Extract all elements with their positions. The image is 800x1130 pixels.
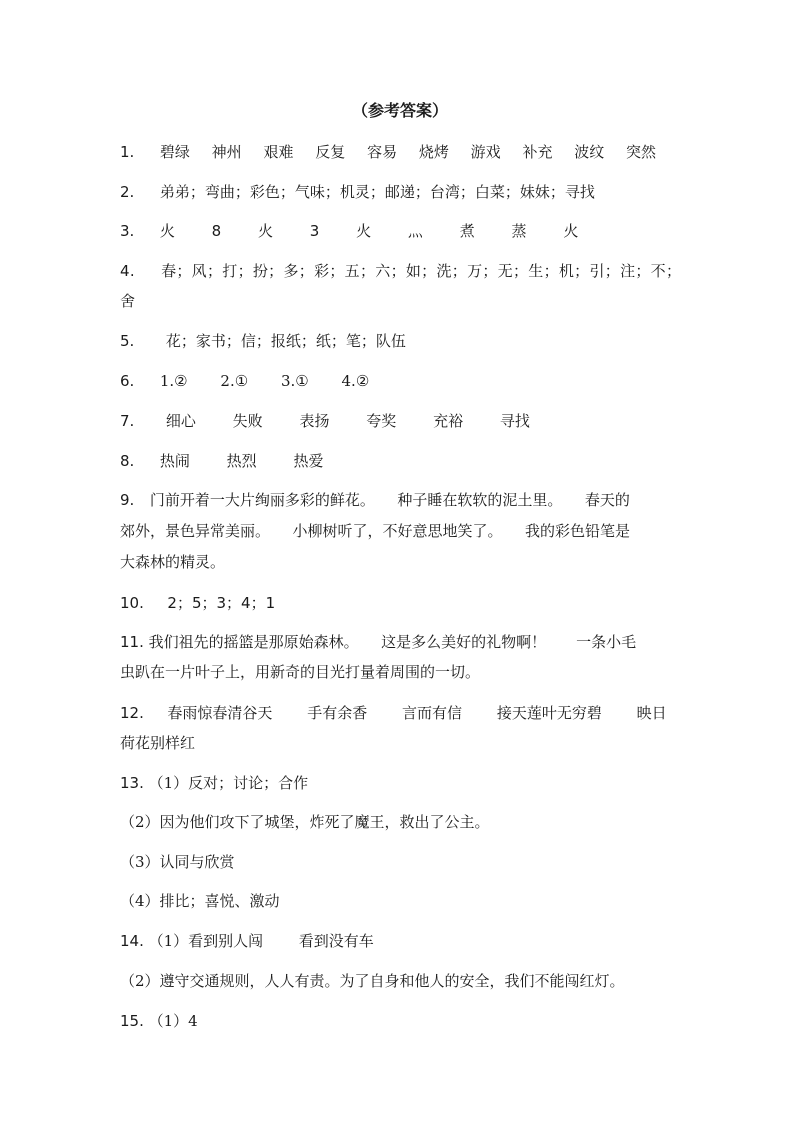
answer-13 xyxy=(120,772,308,794)
question-number: 7. xyxy=(120,412,135,430)
question-number: 4. xyxy=(120,262,135,280)
question-number: 5. xyxy=(120,332,135,350)
item: 8 xyxy=(211,222,222,240)
question-number: 3. xyxy=(120,222,135,240)
item: 火 xyxy=(563,222,579,240)
word: 热烈 xyxy=(226,452,257,470)
word: 烧烤 xyxy=(418,143,449,161)
answer-8 xyxy=(120,450,323,472)
question-number: 6. xyxy=(120,372,135,390)
word: 失败 xyxy=(232,412,263,430)
answer-11 xyxy=(120,631,636,653)
item: 灬 xyxy=(407,222,423,240)
answer-text: 看到没有车 xyxy=(298,932,374,950)
question-number: 12. xyxy=(120,704,144,722)
answer-text: 大森林的精灵。 xyxy=(120,553,226,571)
answer-5 xyxy=(120,330,406,352)
word: 手有余香 xyxy=(307,704,368,722)
word: 接天莲叶无穷碧 xyxy=(496,704,602,722)
answer-13-part4 xyxy=(120,890,280,912)
answer-14-part2 xyxy=(120,970,625,992)
answer-13-part3 xyxy=(120,851,235,873)
answer-text: 虫趴在一片叶子上，用新奇的目光打量着周围的一切。 xyxy=(120,663,481,681)
answer-text: （3）认同与欣赏 xyxy=(120,853,235,871)
word: 碧绿 xyxy=(159,143,190,161)
answer-12-continued xyxy=(120,732,195,754)
word: 神州 xyxy=(211,143,242,161)
answer-11-continued xyxy=(120,661,480,683)
item: 火 xyxy=(159,222,175,240)
page-title: （参考答案） xyxy=(351,101,448,120)
word: 补充 xyxy=(522,143,553,161)
answer-2 xyxy=(120,181,595,203)
question-number: 2. xyxy=(120,183,135,201)
answer-6 xyxy=(120,370,369,392)
answer-7 xyxy=(120,410,530,432)
item: 2.① xyxy=(220,372,249,390)
answer-text: （1）看到别人闯 xyxy=(148,932,264,950)
answer-text: 郊外，景色异常美丽。 小柳树听了，不好意思地笑了。 我的彩色铅笔是 xyxy=(120,522,631,540)
word: 反复 xyxy=(315,143,346,161)
answer-text: 2；5；3；4；1 xyxy=(167,594,276,612)
answer-text: （4）排比；喜悦、激动 xyxy=(120,892,280,910)
answer-text: 春；风；打；扮；多；彩；五；六；如；洗；万；无；生；机；引；注；不； xyxy=(161,262,682,280)
answer-text: 我们祖先的摇篮是那原始森林。 这是多么美好的礼物啊！ 一条小毛 xyxy=(148,633,637,651)
answer-9-continued xyxy=(120,551,225,573)
question-number: 10. xyxy=(120,594,144,612)
answer-text: （1）反对；讨论；合作 xyxy=(148,774,309,792)
word: 热闹 xyxy=(159,452,190,470)
word: 春雨惊春清谷天 xyxy=(167,704,273,722)
word: 细心 xyxy=(165,412,196,430)
question-number: 14. xyxy=(120,932,144,950)
answer-text: 荷花别样红 xyxy=(120,734,196,752)
answer-9-continued xyxy=(120,520,630,542)
item: 蒸 xyxy=(511,222,527,240)
item: 火 xyxy=(258,222,274,240)
word: 游戏 xyxy=(470,143,501,161)
question-number: 8. xyxy=(120,452,135,470)
word: 热爱 xyxy=(293,452,324,470)
word: 映日 xyxy=(636,704,667,722)
question-number: 1. xyxy=(120,143,135,161)
answer-3 xyxy=(120,220,578,242)
word: 艰难 xyxy=(263,143,294,161)
question-number: 13. xyxy=(120,774,144,792)
answer-10 xyxy=(120,592,275,614)
question-number: 9. xyxy=(120,491,135,509)
answer-14 xyxy=(120,930,374,952)
word: 言而有信 xyxy=(402,704,463,722)
answer-4-continued xyxy=(120,290,135,312)
answer-text: 花；家书；信；报纸；纸；笔；队伍 xyxy=(165,332,406,350)
item: 3 xyxy=(309,222,320,240)
word: 突然 xyxy=(626,143,657,161)
answer-12 xyxy=(120,702,667,724)
answer-13-part2 xyxy=(120,811,490,833)
item: 火 xyxy=(356,222,372,240)
answer-4 xyxy=(120,260,681,282)
word: 寻找 xyxy=(499,412,530,430)
item: 煮 xyxy=(459,222,475,240)
answer-15 xyxy=(120,1010,198,1032)
answer-9 xyxy=(120,489,630,511)
word: 充裕 xyxy=(433,412,464,430)
item: 3.① xyxy=(280,372,309,390)
answer-text: （1）4 xyxy=(148,1012,198,1030)
answer-text: （2）遵守交通规则，人人有责。为了自身和他人的安全，我们不能闯红灯。 xyxy=(120,972,625,990)
item: 4.② xyxy=(341,372,370,390)
answer-text: 弟弟；弯曲；彩色；气味；机灵；邮递；台湾；白菜；妹妹；寻找 xyxy=(159,183,595,201)
answer-text: 舍 xyxy=(120,292,136,310)
question-number: 11. xyxy=(120,633,144,651)
word: 波纹 xyxy=(574,143,605,161)
item: 1.② xyxy=(159,372,188,390)
answer-1 xyxy=(120,141,656,163)
word: 表扬 xyxy=(299,412,330,430)
question-number: 15. xyxy=(120,1012,144,1030)
answer-text: （2）因为他们攻下了城堡，炸死了魔王，救出了公主。 xyxy=(120,813,490,831)
answer-text: 门前开着一大片绚丽多彩的鲜花。 种子睡在软软的泥土里。 春天的 xyxy=(149,491,630,509)
word: 夸奖 xyxy=(366,412,397,430)
word: 容易 xyxy=(367,143,398,161)
